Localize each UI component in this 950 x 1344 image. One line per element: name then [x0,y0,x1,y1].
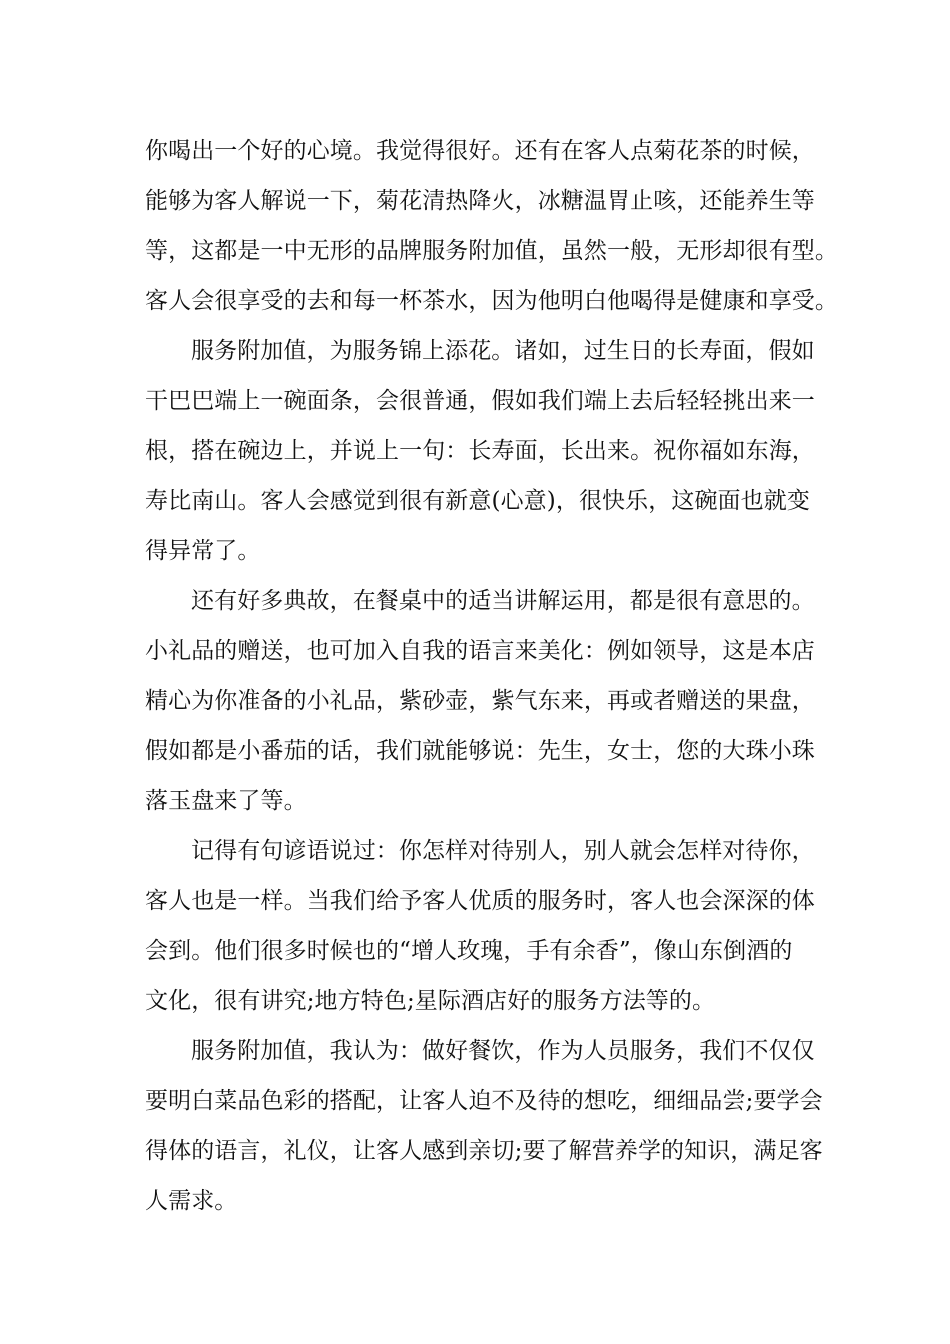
text-line: 得异常了。 [145,538,261,564]
text-line: 能够为客人解说一下，菊花清热降火，冰糖温胃止咳，还能养生等 [145,188,815,214]
paragraph-first-line: 还有好多典故，在餐桌中的适当讲解运用，都是很有意思的。 [191,588,815,614]
text-line: 精心为你准备的小礼品，紫砂壶，紫气东来，再或者赠送的果盘， [145,688,815,714]
text-line: 假如都是小番茄的话，我们就能够说：先生，女士，您的大珠小珠 [145,738,815,764]
text-line: 寿比南山。客人会感觉到很有新意(心意)，很快乐，这碗面也就变 [145,488,810,514]
text-line: 小礼品的赠送，也可加入自我的语言来美化：例如领导，这是本店 [145,638,815,664]
text-line: 文化，很有讲究;地方特色;星际酒店好的服务方法等的。 [145,988,716,1014]
text-line: 要明白菜品色彩的搭配，让客人迫不及待的想吃，细细品尝;要学会 [145,1088,823,1114]
paragraph-first-line: 服务附加值，我认为：做好餐饮，作为人员服务，我们不仅仅 [191,1038,815,1064]
paragraph-first-line: 服务附加值，为服务锦上添花。诸如，过生日的长寿面，假如 [191,338,815,364]
text-line: 客人会很享受的去和每一杯茶水，因为他明白他喝得是健康和享受。 [145,288,838,314]
text-line: 人需求。 [145,1188,238,1214]
text-line: 你喝出一个好的心境。我觉得很好。还有在客人点菊花茶的时候， [145,138,815,164]
text-line: 等，这都是一中无形的品牌服务附加值，虽然一般，无形却很有型。 [145,238,838,264]
text-line: 得体的语言，礼仪，让客人感到亲切;要了解营养学的知识，满足客 [145,1138,823,1164]
paragraph-first-line: 记得有句谚语说过：你怎样对待别人，别人就会怎样对待你， [191,838,815,864]
text-line: 干巴巴端上一碗面条，会很普通，假如我们端上去后轻轻挑出来一 [145,388,815,414]
text-line: 根，搭在碗边上，并说上一句：长寿面，长出来。祝你福如东海， [145,438,815,464]
text-line: 客人也是一样。当我们给予客人优质的服务时，客人也会深深的体 [145,888,815,914]
text-line: 会到。他们很多时候也的“增人玫瑰，手有余香”，像山东倒酒的 [145,938,793,964]
text-line: 落玉盘来了等。 [145,788,307,814]
